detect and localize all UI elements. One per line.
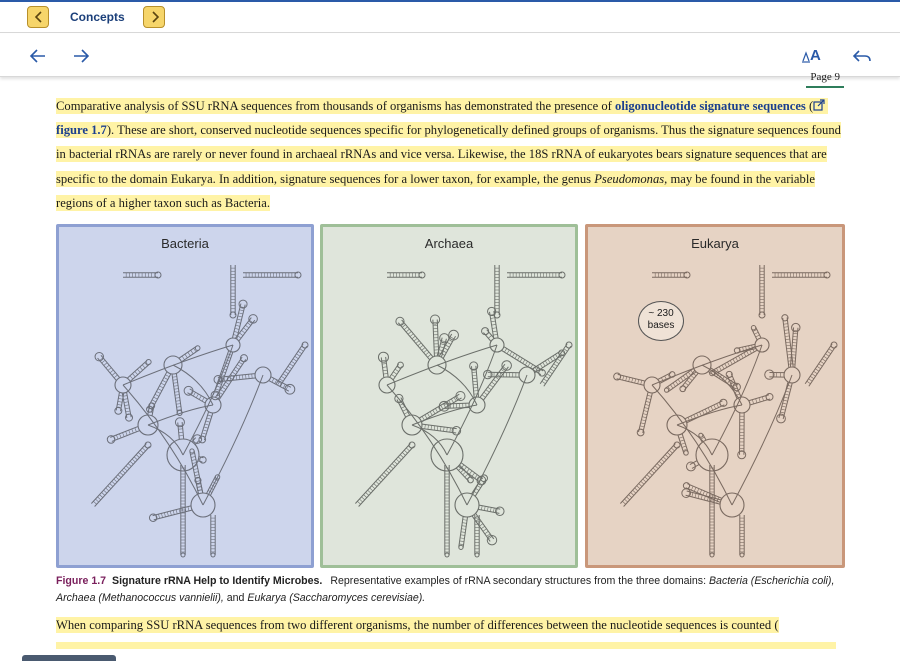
arrow-left-icon (27, 45, 49, 67)
paragraph-text: Comparative analysis of SSU rRNA sequences from thousands of organisms has demonstrated the presence of (56, 99, 615, 113)
chevron-left-icon (32, 10, 46, 24)
chevron-right-icon (148, 10, 162, 24)
paragraph-text: When comparing SSU rRNA sequences from two different organisms, the number of differences between the nucleotide sequences is counted ( (56, 617, 779, 633)
caption-text: Representative examples of rRNA secondary structures from the three domains: (330, 575, 709, 587)
glossary-term-link[interactable]: oligonucleotide signature sequences (615, 99, 806, 113)
page-label: Page 9 (806, 71, 844, 88)
panel-title: Eukarya (588, 236, 842, 251)
figure-link[interactable]: figure 1.7 (56, 123, 107, 137)
top-bar (0, 0, 900, 33)
bacteria-panel (56, 224, 314, 568)
panel-title: Archaea (323, 236, 575, 251)
back-button[interactable] (27, 45, 49, 67)
return-arrow-icon (851, 45, 873, 67)
concepts-title[interactable]: Concepts (70, 10, 125, 24)
eukarya-rrna-structure (592, 255, 842, 565)
caption-organisms: Bacteria (Escherichia coli), Archaea (Methanococcus vannielii), (56, 575, 834, 604)
panel-title: Bacteria (59, 236, 311, 251)
figure-number: Figure 1.7 (56, 575, 106, 587)
bottom-panel-handle[interactable] (22, 655, 116, 661)
arrow-right-icon (70, 45, 92, 67)
callout-unit: bases (648, 320, 675, 331)
paragraph-2 (56, 613, 779, 637)
archaea-rrna-structure (327, 255, 577, 565)
forward-button[interactable] (70, 45, 92, 67)
eukarya-panel (585, 224, 845, 568)
text-settings-label: A (810, 47, 821, 64)
genus-name: Pseudomonas, (594, 172, 667, 186)
text-settings-button[interactable] (800, 45, 826, 67)
paragraph-text: ( (806, 99, 813, 113)
reader-nav-bar (0, 34, 900, 77)
figure-title: Signature rRNA Help to Identify Microbes. (112, 575, 322, 587)
paragraph-1 (56, 94, 846, 215)
paragraph-text: ). These are short, conserved nucleotide sequences specific for phylogenetically defined groups of organisms. Thus the signature sequences found in bacterial rRNAs are rarely or never found in archaeal rRNAs and vice versa. Likewise, the 18S rRNA of eukaryotes bears signature sequences that are specific to the domain Eukarya. In addition, signature sequences for a lower taxon, for example, the genus (56, 123, 841, 185)
bacteria-rrna-structure (63, 255, 313, 565)
archaea-panel (320, 224, 578, 568)
caption-organisms: Eukarya (Saccharomyces cerevisiae). (247, 592, 425, 604)
variable-region-callout (638, 301, 684, 341)
next-line-fragment (56, 642, 836, 649)
callout-value: ~ 230 (648, 308, 673, 319)
next-concept-button[interactable] (143, 6, 165, 28)
previous-concept-button[interactable] (27, 6, 49, 28)
paragraph-text: may be found in the variable regions of a higher taxon such as Bacteria. (56, 172, 815, 210)
figure-caption (56, 573, 846, 607)
figure-link-icon[interactable] (813, 99, 826, 111)
return-button[interactable] (851, 45, 873, 67)
caption-text: and (224, 592, 248, 604)
